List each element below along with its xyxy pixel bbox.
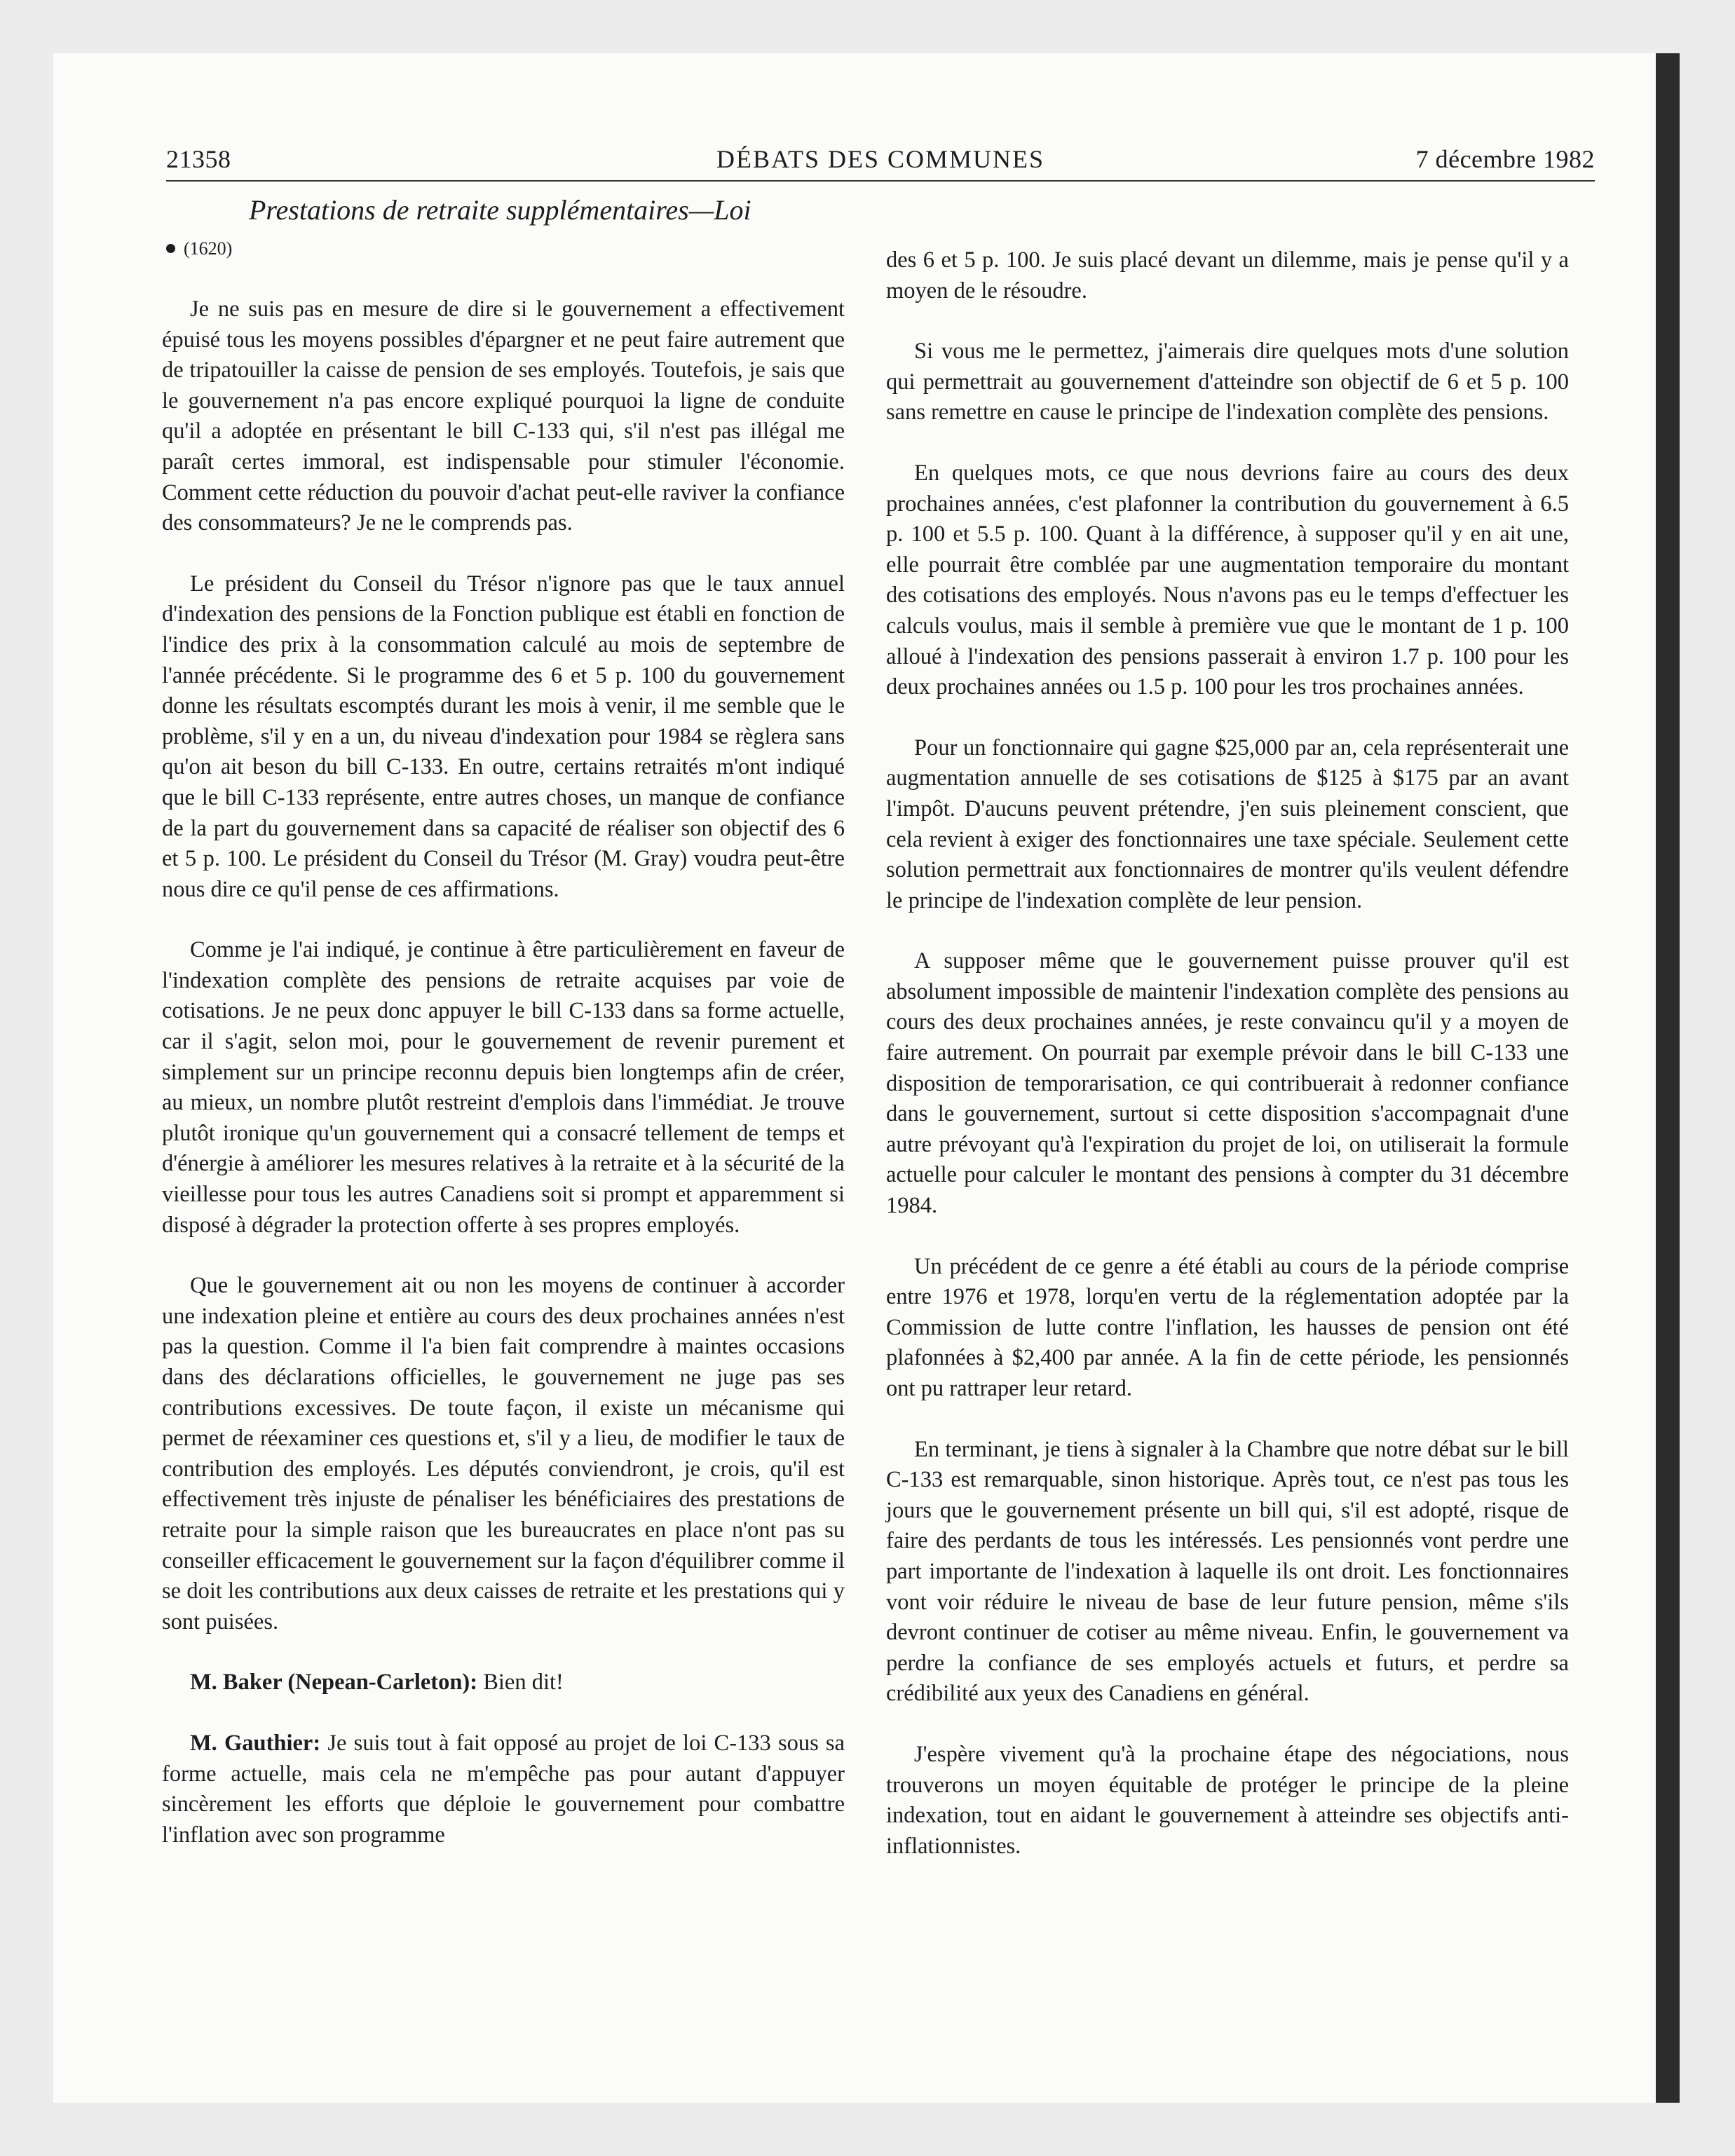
left-column [162, 294, 845, 1881]
publication-date: 7 décembre 1982 [1415, 145, 1595, 173]
running-header [166, 144, 1595, 182]
speech-text: Je suis tout à fait opposé au projet de loi C-133 sous sa forme actuelle, mais cela ne m'empêche pas pour autant d'appuyer sincèrement les efforts que déploie le gouvernement pour combattre l'inflation avec son programme [162, 1730, 845, 1848]
scan-edge-shadow [1656, 53, 1680, 2103]
paragraph: Si vous me le permettez, j'aimerais dire quelques mots d'une solution qui permettrait au gouvernement d'atteindre son objectif de 6 et 5 p. 100 sans remettre en cause le principe de l'indexation complète des pensions. [886, 339, 1569, 425]
speaker-name: M. Gauthier: [190, 1730, 321, 1756]
publication-title: DÉBATS DES COMMUNES [716, 145, 1045, 173]
paragraph: A supposer même que le gouvernement puisse prouver qu'il est absolument impossible de maintenir l'indexation complète des pensions au cours des deux prochaines années, je reste convaincu qu'il y a moyen de faire autrement. On pourrait par exemple prévoir dans le bill C-133 une disposition de temporarisation, ce qui contribuerait à redonner confiance dans le gouvernement, surtout si cette disposition s'accompagnait d'une autre prévoyant qu'à l'expiration du projet de loi, on utiliserait la formule actuelle pour calculer le montant des pensions à compter du 31 décembre 1984. [886, 948, 1569, 1219]
timestamp-text: (1620) [184, 238, 233, 259]
paragraph: Pour un fonctionnaire qui gagne $25,000 par an, cela représenterait une augmentation annuelle de ses cotisations de $125 à $175 par an avant l'impôt. D'aucuns peuvent prétendre, j'en suis pleinement conscient, que cela revient à exiger des fonctionnaires une taxe spéciale. Seulement cette solution permettrait aux fonctionnaires de montrer qu'ils veulent défendre le principe de l'indexation complète de leur pension. [886, 735, 1569, 913]
paragraph: En terminant, je tiens à signaler à la Chambre que notre débat sur le bill C-133 est remarquable, sinon historique. Après tout, ce n'est pas tous les jours que le gouvernement présente un bill qui, s'il est adopté, risque de faire des perdants de tous les intéressés. Les pensionnés vont perdre une part importante de l'indexation à laquelle ils ont droit. Les fonctionnaires vont voir réduire le niveau de base de leur future pension, même s'ils devront continuer de cotiser au même niveau. Enfin, le gouvernement va perdre la confiance de ses employés actuels et futurs, et perdre sa crédibilité aux yeux des Canadiens en général. [886, 1436, 1569, 1707]
speaker-name: M. Baker (Nepean-Carleton): [190, 1670, 478, 1696]
bullet-dot-icon [166, 244, 175, 253]
paragraph: Un précédent de ce genre a été établi au cours de la période comprise entre 1976 et 1978, lorqu'en vertu de la réglementation adoptée par la Commission de lutte contre l'inflation, les hausses de pension ont été plafonnées à $2,400 par année. A la fin de cette période, les pensionnés ont pu rattraper leur retard. [886, 1253, 1569, 1401]
paragraph: Que le gouvernement ait ou non les moyens de continuer à accorder une indexation pleine et entière au cours des deux prochaines années n'est pas la question. Comme il l'a bien fait comprendre à maintes occasions dans des déclarations officielles, le gouvernement ne juge pas ses contributions excessives. De toute façon, il existe un mécanisme qui permet de réexaminer ces questions et, s'il y a lieu, de modifier le taux de contribution des employés. Les députés conviendront, je crois, qu'il est effectivement très injuste de pénaliser les bénéficiaires des prestations de retraite pour la simple raison que les bureaucrates en place n'ont pas su conseiller efficacement le gouvernement sur la façon d'équilibrer comme il se doit les contributions aux deux caisses de retraite et les prestations qui y sont puisées. [162, 1273, 845, 1635]
page-number: 21358 [166, 145, 231, 173]
paragraph: J'espère vivement qu'à la prochaine étape des négociations, nous trouverons un moyen équitable de protéger le principe de la pleine indexation, tout en aidant le gouvernement à atteindre ses objectifs anti-inflationnistes. [886, 1741, 1569, 1859]
paragraph: Comme je l'ai indiqué, je continue à être particulièrement en faveur de l'indexation complète des pensions de retraite acquises par voie de cotisations. Je ne peux donc appuyer le bill C-133 dans sa forme actuelle, car il s'agit, selon moi, pour le gouvernement de revenir purement et simplement sur un principe reconnu depuis bien longtemps afin de créer, au mieux, un nombre plutôt restreint d'emplois dans l'immédiat. Je trouve plutôt ironique qu'un gouvernement qui a consacré tellement de temps et d'énergie à améliorer les mesures relatives à la retraite et à la sécurité de la vieillesse pour tous les autres Canadiens soit si prompt et apparemment si disposé à dégrader la protection offerte à ses propres employés. [162, 937, 845, 1238]
paragraph: Je ne suis pas en mesure de dire si le gouvernement a effectivement épuisé tous les moyens possibles d'épargner et ne peut faire autrement que de tripatouiller la caisse de pension de ses employés. Toutefois, je sais que le gouvernement n'a pas encore expliqué pourquoi la ligne de conduite qu'il a adoptée en présentant le bill C-133 qui, s'il n'est pas illégal me paraît certes immoral, est indispensable pour stimuler l'économie. Comment cette réduction du pouvoir d'achat peut-elle raviver la confiance des consommateurs? Je ne le comprends pas. [162, 296, 845, 536]
timestamp-marker [166, 237, 232, 261]
speech-text: Bien dit! [477, 1670, 564, 1696]
paragraph: Le président du Conseil du Trésor n'ignore pas que le taux annuel d'indexation des pensions de la Fonction publique est établi en fonction de l'indice des prix à la consommation calculé au mois de septembre de l'année précédente. Si le programme des 6 et 5 p. 100 du gouvernement donne les résultats escomptés durant les mois à venir, il me semble que le problème, s'il y en a un, du niveau d'indexation pour 1984 se règlera sans qu'on ait beson du bill C-133. En outre, certains retraités m'ont indiqué que le bill C-133 représente, entre autres choses, un manque de confiance de la part du gouvernement dans sa capacité de réaliser son objectif des 6 et 5 p. 100. Le président du Conseil du Trésor (M. Gray) voudra peut-être nous dire ce qu'il pense de ces affirmations. [162, 571, 845, 902]
right-column [886, 245, 1569, 1892]
speech-gauthier [162, 1728, 845, 1850]
speech-baker [162, 1667, 845, 1698]
paragraph: En quelques mots, ce que nous devrions faire au cours des deux prochaines années, c'est plafonner la contribution du gouvernement à 6.5 p. 100 et 5.5 p. 100. Quant à la différence, à supposer qu'il y en ait une, elle pourrait être comblée par une augmentation temporaire du montant des cotisations des employés. Nous n'avons pas eu le temps d'effectuer les calculs voulus, mais il semble à première vue que le montant de 1 p. 100 alloué à l'indexation des pensions passerait à environ 1.7 p. 100 pour les deux prochaines années ou 1.5 p. 100 pour les tros prochaines années. [886, 460, 1569, 700]
paragraph-continued: des 6 et 5 p. 100. Je suis placé devant un dilemme, mais je pense qu'il y a moyen de le résoudre. [886, 247, 1569, 303]
section-subject: Prestations de retraite supplémentaires—Loi [249, 194, 751, 226]
